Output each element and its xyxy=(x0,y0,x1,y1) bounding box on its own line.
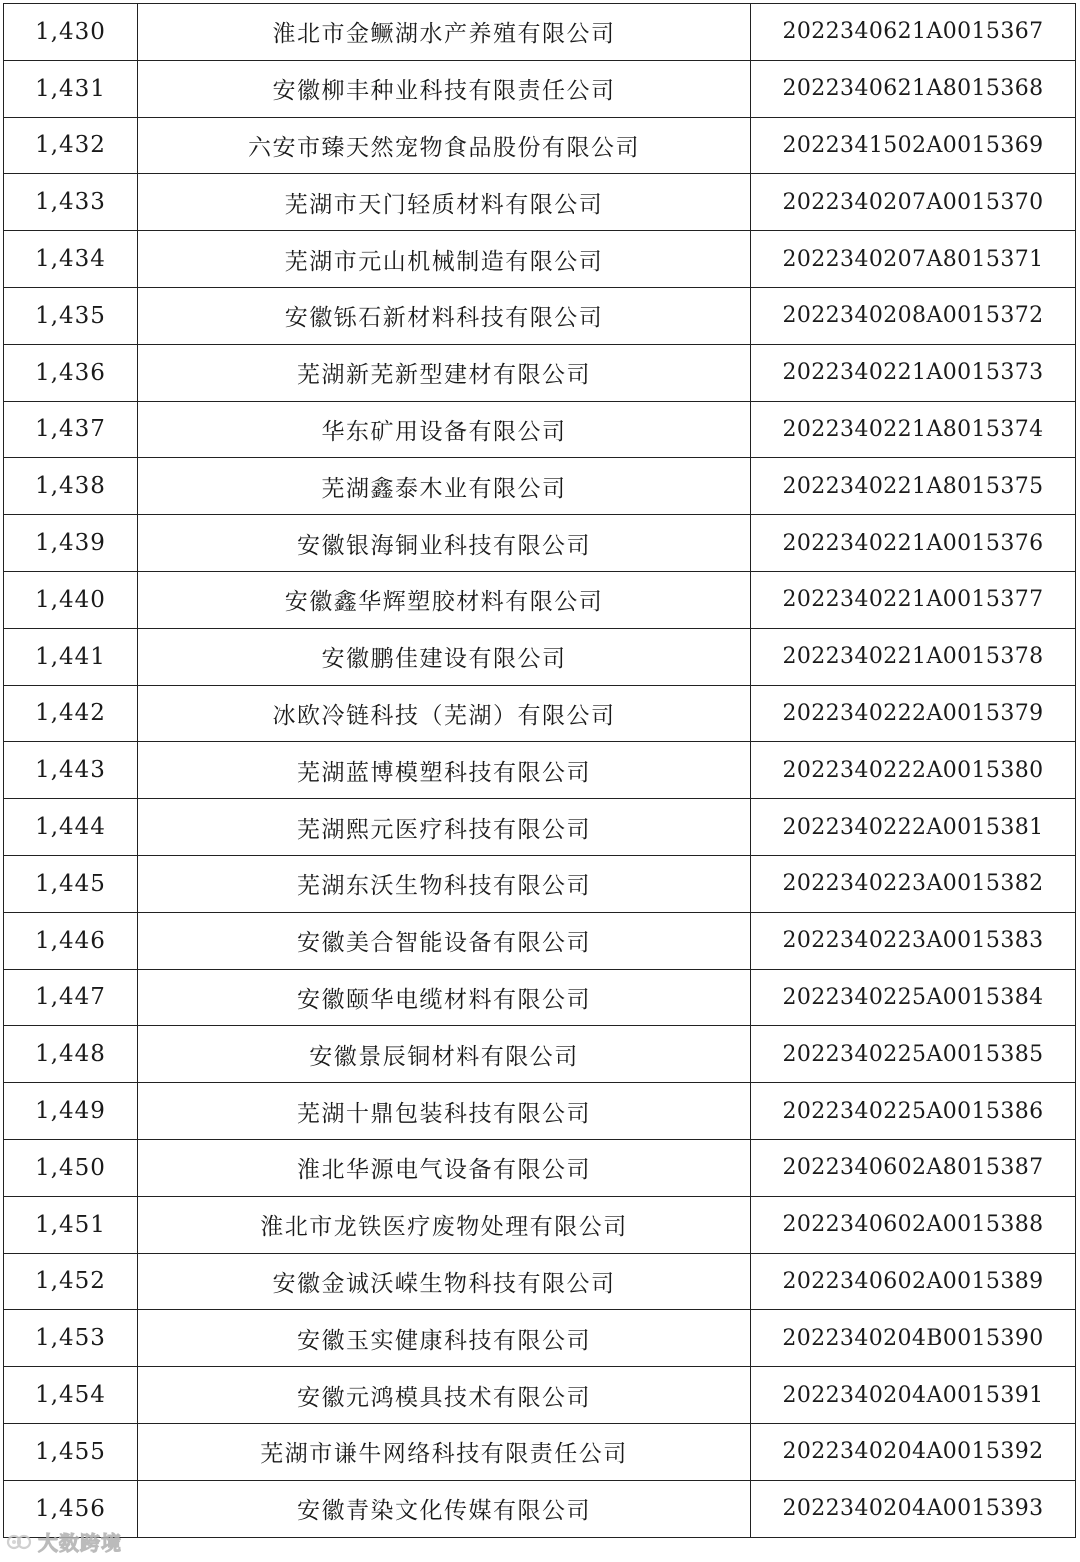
table-row xyxy=(4,628,1076,685)
row-number-cell: 1,442 xyxy=(4,685,138,742)
company-name-cell: 淮北市金鳜湖水产养殖有限公司 xyxy=(138,4,751,61)
company-name-cell: 安徽柳丰种业科技有限责任公司 xyxy=(138,60,751,117)
row-number-cell: 1,447 xyxy=(4,969,138,1026)
registration-code-cell: 2022340602A0015388 xyxy=(751,1196,1076,1253)
table-row xyxy=(4,1026,1076,1083)
row-number-cell: 1,443 xyxy=(4,742,138,799)
table-row xyxy=(4,458,1076,515)
registration-code-cell: 2022340225A0015385 xyxy=(751,1026,1076,1083)
table-row xyxy=(4,4,1076,61)
table-row xyxy=(4,1423,1076,1480)
company-name-cell: 芜湖市谦牛网络科技有限责任公司 xyxy=(138,1423,751,1480)
company-name-cell: 安徽银海铜业科技有限公司 xyxy=(138,515,751,572)
registration-code-cell: 2022340223A0015383 xyxy=(751,912,1076,969)
table-row xyxy=(4,60,1076,117)
table-row xyxy=(4,855,1076,912)
row-number-cell: 1,432 xyxy=(4,117,138,174)
company-name-cell: 安徽青染文化传媒有限公司 xyxy=(138,1480,751,1537)
company-name-cell: 安徽金诚沃嵘生物科技有限公司 xyxy=(138,1253,751,1310)
table-row xyxy=(4,1139,1076,1196)
registration-code-cell: 2022340221A8015375 xyxy=(751,458,1076,515)
registration-code-cell: 2022340222A0015380 xyxy=(751,742,1076,799)
company-name-cell: 芜湖十鼎包装科技有限公司 xyxy=(138,1083,751,1140)
registration-code-cell: 2022340602A0015389 xyxy=(751,1253,1076,1310)
registration-code-cell: 2022340221A0015377 xyxy=(751,571,1076,628)
table-row xyxy=(4,1083,1076,1140)
row-number-cell: 1,453 xyxy=(4,1310,138,1367)
brand-logo-icon xyxy=(6,1531,34,1553)
company-name-cell: 芜湖熙元医疗科技有限公司 xyxy=(138,799,751,856)
row-number-cell: 1,445 xyxy=(4,855,138,912)
row-number-cell: 1,433 xyxy=(4,174,138,231)
registration-code-cell: 2022340221A8015374 xyxy=(751,401,1076,458)
registration-code-cell: 2022340621A8015368 xyxy=(751,60,1076,117)
registration-code-cell: 2022340223A0015382 xyxy=(751,855,1076,912)
registration-code-cell: 2022340602A8015387 xyxy=(751,1139,1076,1196)
company-name-cell: 安徽颐华电缆材料有限公司 xyxy=(138,969,751,1026)
company-name-cell: 安徽铄石新材料科技有限公司 xyxy=(138,287,751,344)
row-number-cell: 1,455 xyxy=(4,1423,138,1480)
registration-code-cell: 2022340204A0015392 xyxy=(751,1423,1076,1480)
row-number-cell: 1,446 xyxy=(4,912,138,969)
company-name-cell: 安徽景辰铜材料有限公司 xyxy=(138,1026,751,1083)
company-name-cell: 安徽美合智能设备有限公司 xyxy=(138,912,751,969)
row-number-cell: 1,436 xyxy=(4,344,138,401)
company-registry-table xyxy=(3,3,1076,1538)
table-row xyxy=(4,1253,1076,1310)
table-row xyxy=(4,174,1076,231)
registration-code-cell: 2022340208A0015372 xyxy=(751,287,1076,344)
registration-code-cell: 2022340221A0015373 xyxy=(751,344,1076,401)
table-row xyxy=(4,515,1076,572)
registration-code-cell: 2022340204A0015393 xyxy=(751,1480,1076,1537)
registration-code-cell: 2022340204B0015390 xyxy=(751,1310,1076,1367)
watermark xyxy=(6,1527,122,1556)
table-row xyxy=(4,1480,1076,1537)
company-name-cell: 芜湖东沃生物科技有限公司 xyxy=(138,855,751,912)
table-row xyxy=(4,401,1076,458)
row-number-cell: 1,450 xyxy=(4,1139,138,1196)
registration-code-cell: 2022340207A8015371 xyxy=(751,231,1076,288)
row-number-cell: 1,435 xyxy=(4,287,138,344)
company-name-cell: 安徽玉实健康科技有限公司 xyxy=(138,1310,751,1367)
row-number-cell: 1,437 xyxy=(4,401,138,458)
company-name-cell: 安徽元鸿模具技术有限公司 xyxy=(138,1367,751,1424)
registration-code-cell: 2022340621A0015367 xyxy=(751,4,1076,61)
company-name-cell: 芜湖新芜新型建材有限公司 xyxy=(138,344,751,401)
company-name-cell: 芜湖蓝博模塑科技有限公司 xyxy=(138,742,751,799)
table-row xyxy=(4,1367,1076,1424)
table-row xyxy=(4,117,1076,174)
row-number-cell: 1,449 xyxy=(4,1083,138,1140)
row-number-cell: 1,430 xyxy=(4,4,138,61)
row-number-cell: 1,448 xyxy=(4,1026,138,1083)
table-row xyxy=(4,685,1076,742)
row-number-cell: 1,434 xyxy=(4,231,138,288)
registration-code-cell: 2022340225A0015386 xyxy=(751,1083,1076,1140)
row-number-cell: 1,451 xyxy=(4,1196,138,1253)
row-number-cell: 1,431 xyxy=(4,60,138,117)
table-body xyxy=(4,4,1076,1538)
registration-code-cell: 2022340221A0015376 xyxy=(751,515,1076,572)
company-name-cell: 芜湖鑫泰木业有限公司 xyxy=(138,458,751,515)
table-row xyxy=(4,742,1076,799)
table-row xyxy=(4,912,1076,969)
company-name-cell: 芜湖市天门轻质材料有限公司 xyxy=(138,174,751,231)
company-name-cell: 安徽鹏佳建设有限公司 xyxy=(138,628,751,685)
company-name-cell: 淮北市龙铁医疗废物处理有限公司 xyxy=(138,1196,751,1253)
table-row xyxy=(4,344,1076,401)
table-row xyxy=(4,1196,1076,1253)
company-name-cell: 淮北华源电气设备有限公司 xyxy=(138,1139,751,1196)
row-number-cell: 1,452 xyxy=(4,1253,138,1310)
table-row xyxy=(4,231,1076,288)
table-row xyxy=(4,571,1076,628)
company-name-cell: 安徽鑫华辉塑胶材料有限公司 xyxy=(138,571,751,628)
company-name-cell: 六安市臻天然宠物食品股份有限公司 xyxy=(138,117,751,174)
company-name-cell: 冰欧冷链科技（芜湖）有限公司 xyxy=(138,685,751,742)
row-number-cell: 1,444 xyxy=(4,799,138,856)
row-number-cell: 1,440 xyxy=(4,571,138,628)
table-row xyxy=(4,287,1076,344)
company-name-cell: 华东矿用设备有限公司 xyxy=(138,401,751,458)
registration-code-cell: 2022340222A0015379 xyxy=(751,685,1076,742)
registration-code-cell: 2022341502A0015369 xyxy=(751,117,1076,174)
registration-code-cell: 2022340225A0015384 xyxy=(751,969,1076,1026)
row-number-cell: 1,441 xyxy=(4,628,138,685)
registration-code-cell: 2022340221A0015378 xyxy=(751,628,1076,685)
table-row xyxy=(4,799,1076,856)
row-number-cell: 1,439 xyxy=(4,515,138,572)
table-row xyxy=(4,1310,1076,1367)
row-number-cell: 1,438 xyxy=(4,458,138,515)
table-row xyxy=(4,969,1076,1026)
row-number-cell: 1,456 xyxy=(4,1480,138,1537)
registration-code-cell: 2022340207A0015370 xyxy=(751,174,1076,231)
company-name-cell: 芜湖市元山机械制造有限公司 xyxy=(138,231,751,288)
row-number-cell: 1,454 xyxy=(4,1367,138,1424)
registration-code-cell: 2022340222A0015381 xyxy=(751,799,1076,856)
registration-code-cell: 2022340204A0015391 xyxy=(751,1367,1076,1424)
watermark-text: 大数跨境 xyxy=(38,1531,122,1555)
